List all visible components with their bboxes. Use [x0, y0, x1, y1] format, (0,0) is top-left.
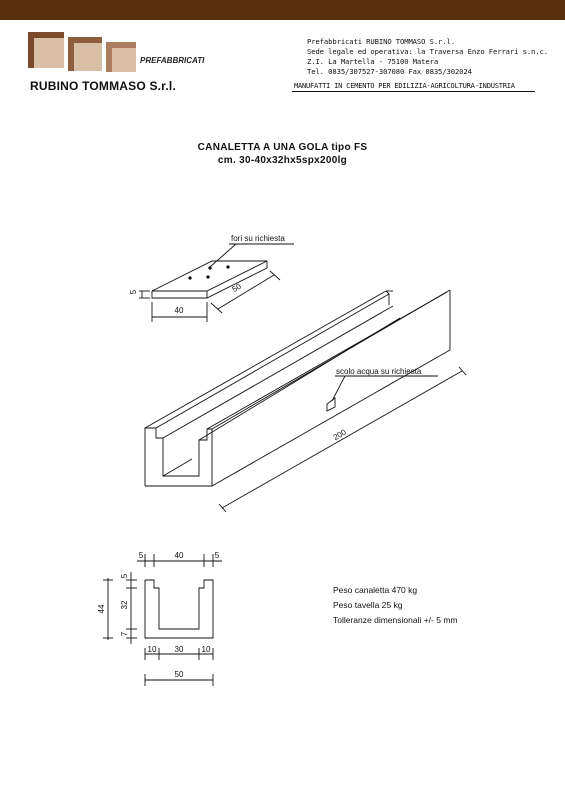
section-height-bottom-label: 7: [120, 631, 129, 637]
slab-width-label: 40: [174, 306, 184, 315]
section-total-height-label: 44: [97, 604, 106, 614]
company-name: RUBINO TOMMASO S.r.l.: [30, 79, 176, 93]
slab-thickness-label: 5: [129, 289, 138, 295]
address-line: Prefabbricati RUBINO TOMMASO S.r.l.: [307, 37, 455, 46]
slab-length-label: 50: [230, 281, 243, 295]
address-line: Sede legale ed operativa: la Traversa Enzo Ferrari s.n.c.: [307, 47, 548, 56]
section-overall-width-label: 50: [174, 670, 184, 679]
section-bottom-mid-label: 30: [174, 645, 184, 654]
address-line: Tel. 0835/307527-307080 Fax 0835/302024: [307, 67, 472, 76]
channel-length-label: 200: [331, 427, 348, 443]
section-bottom-left-label: 10: [147, 645, 157, 654]
slab-note: fori su richiesta: [231, 234, 285, 243]
spec-slab-weight: Peso tavella 25 kg: [333, 600, 403, 610]
manufacturing-line: MANUFATTI IN CEMENTO PER EDILIZIA-AGRICOLTURA-INDUSTRIA: [294, 82, 515, 90]
channel-drawing: [145, 290, 466, 512]
spec-channel-weight: Peso canaletta 470 kg: [333, 585, 418, 595]
product-title: CANALETTA A UNA GOLA tipo FS: [197, 142, 368, 153]
section-top-left-label: 5: [138, 551, 144, 560]
logo-tagline: PREFABBRICATI: [140, 56, 205, 65]
address-line: Z.I. La Martella - 75100 Matera: [307, 57, 439, 66]
section-top-right-label: 5: [214, 551, 220, 560]
section-height-top-label: 5: [120, 573, 129, 579]
spec-tolerance: Tolleranze dimensionali +/- 5 mm: [333, 615, 458, 625]
section-bottom-right-label: 10: [201, 645, 211, 654]
section-height-mid-label: 32: [120, 600, 129, 610]
slab-drawing: [139, 244, 294, 322]
product-dimensions: cm. 30-40x32hx5spx200lg: [217, 155, 348, 166]
drain-note: scolo acqua su richiesta: [336, 367, 422, 376]
section-top-mid-label: 40: [174, 551, 184, 560]
